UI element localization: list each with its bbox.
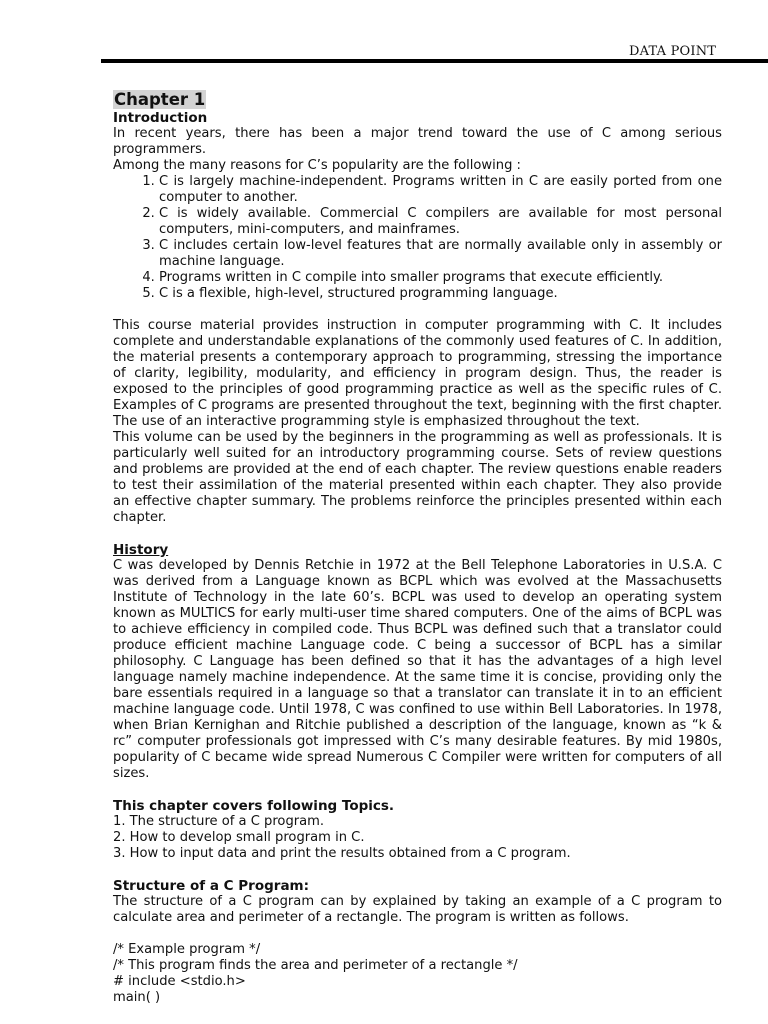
intro-paragraph: In recent years, there has been a major trend toward the use of C among serious programmers. [113,126,722,157]
list-item: 1. C is largely machine-independent. Programs written in C are easily ported from one computer to another. [159,174,722,206]
list-item: 1. The structure of a C program. [113,814,325,829]
document-body [113,90,722,1006]
chapter-title: Chapter 1 [114,90,206,109]
structure-paragraph: The structure of a C program can by explained by taking an example of a C program to calculate area and perimeter of a rectangle. The program is written as follows. [113,894,722,925]
spacer [113,782,722,798]
history-paragraph: C was developed by Dennis Retchie in 1972 at the Bell Telephone Laboratories in U.S.A. C was derived from a Language known as BCPL which was evolved at the Massachusetts Institute of Technology in the late 60’s. BCPL was used to develop an operating system known as MULTICS for early multi-user time shared computers. One of the aims of BCPL was to achieve efficiency in compiled code. Thus BCPL was defined such that a translator could produce efficient machine Language code. C being a successor of BCPL has a similar philosophy. C Language has been defined so that it has the advantages of a high level language namely machine independence. At the same time it is concise, providing only the bare essentials required in a language so that a translator can translate it in to an efficient machine language code. Until 1978, C was confined to use within Bell Laboratories. In 1978, when Brian Kernighan and Ritchie published a description of the language, known as “k & rc” computer professionals got impressed with C’s many desirable features. By mid 1980s, popularity of C became wide spread Numerous C Compiler were written for computers of all sizes. [113,558,722,781]
code-line: /* This program finds the area and perimeter of a rectangle */ [113,958,518,973]
list-item: 5. C is a flexible, high-level, structured programming language. [159,286,722,302]
spacer [113,926,722,942]
code-line: main( ) [113,990,161,1005]
code-line: # include <stdio.h> [113,974,246,989]
running-header: DATA POINT [629,44,717,59]
history-heading: History [113,542,169,558]
course-paragraph: This course material provides instruction in computer programming with C. It includes complete and understandable explanations of the commonly used features of C. In addition, the material presents a contemporary approach to programming, stressing the importance of clarity, legibility, modularity, and efficiency in program design. Thus, the reader is exposed to the principles of good programming practice as well as the specific rules of C. Examples of C programs are presented throughout the text, beginning with the first chapter. The use of an interactive programming style is emphasized throughout the text. [113,318,722,429]
structure-heading: Structure of a C Program: [113,878,310,894]
reasons-list [113,174,722,302]
header-rule [101,59,768,63]
code-line: /* Example program */ [113,942,261,957]
code-listing [113,942,722,1006]
list-item: 2. C is widely available. Commercial C compilers are available for most personal computers, mini-computers, and mainframes. [159,206,722,238]
intro-heading: Introduction [113,110,208,126]
topics-heading: This chapter covers following Topics. [113,798,395,814]
list-item: 3. C includes certain low-level features that are normally available only in assembly or machine language. [159,238,722,270]
spacer [113,862,722,878]
spacer [113,526,722,542]
topics-list [113,814,722,862]
audience-paragraph: This volume can be used by the beginners in the programming as well as professionals. It is particularly well suited for an introductory programming course. Sets of review questions and problems are provided at the end of each chapter. The review questions enable readers to test their assimilation of the material presented within each chapter. They also provide an effective chapter summary. The problems reinforce the principles presented within each chapter. [113,430,722,525]
list-item: 2. How to develop small program in C. [113,830,365,845]
list-item: 3. How to input data and print the results obtained from a C program. [113,846,571,861]
list-item: 4. Programs written in C compile into smaller programs that execute efficiently. [159,270,722,286]
spacer [113,302,722,318]
reasons-lead: Among the many reasons for C’s popularity are the following : [113,158,521,173]
